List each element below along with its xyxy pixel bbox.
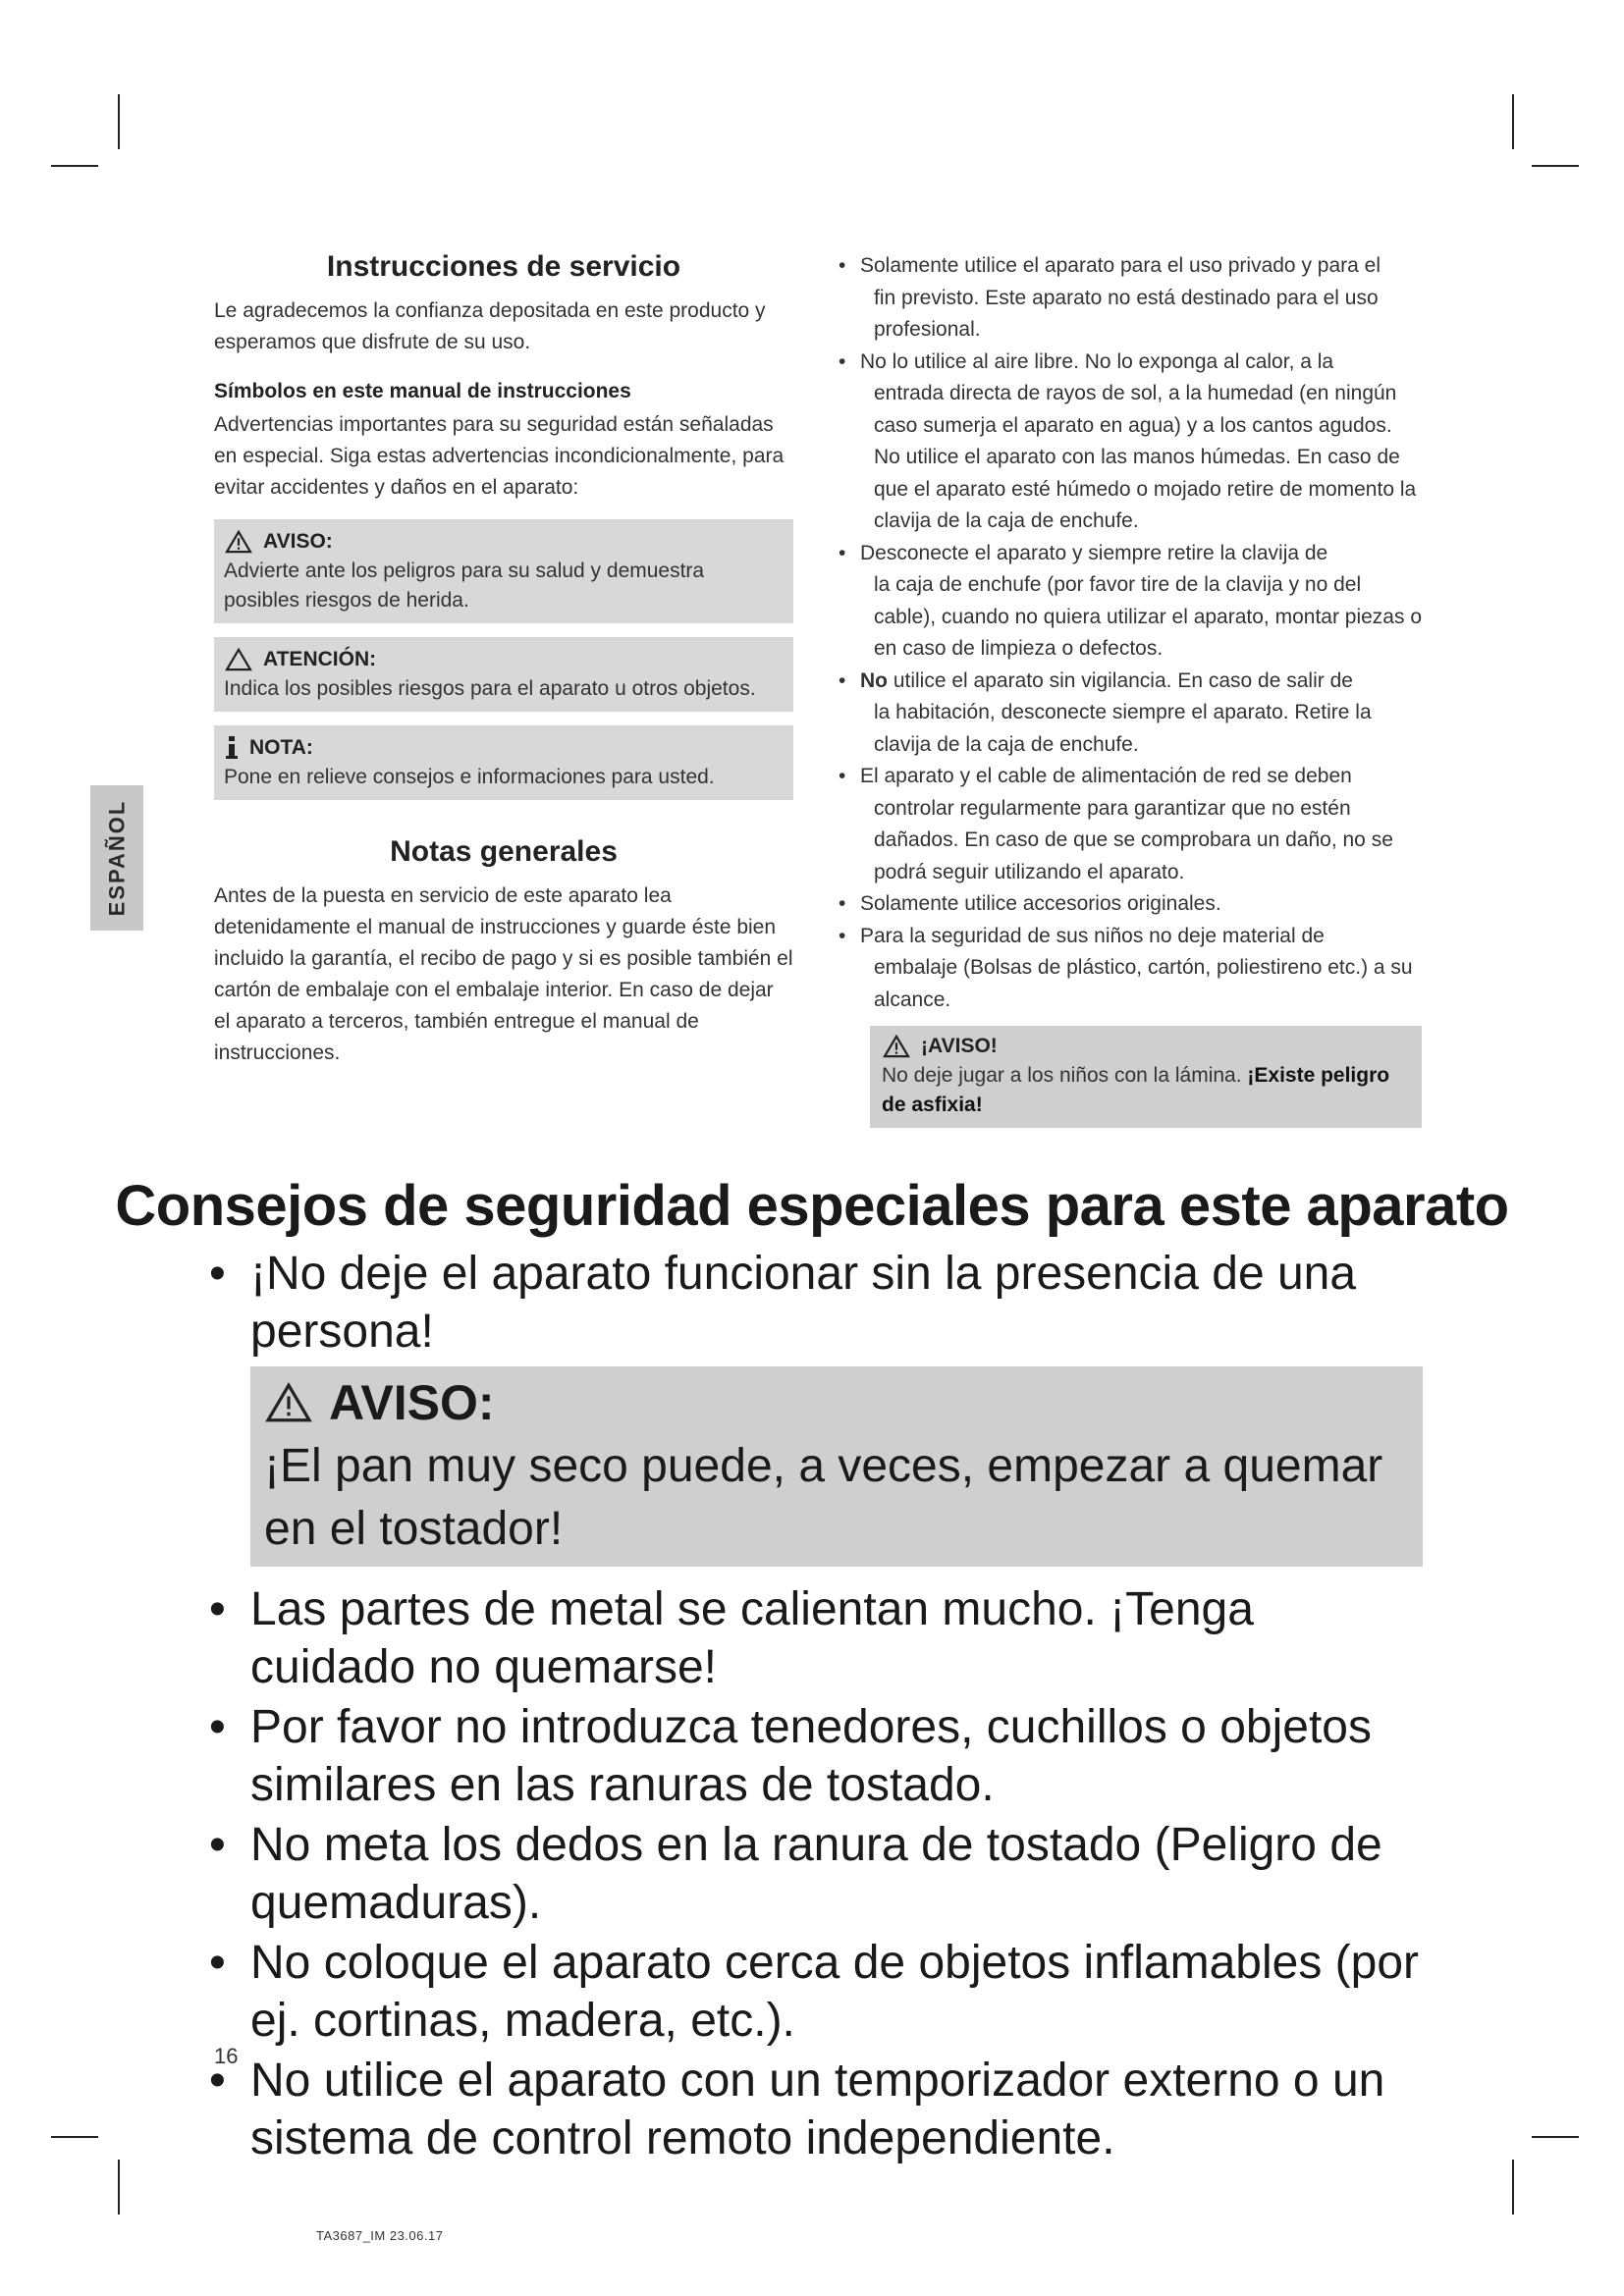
warning-triangle-icon xyxy=(882,1035,911,1058)
symbols-text: Advertencias importantes para su seguridad están señaladas en especial. Siga estas advertencias incondicionalmente, para evitar accidentes y daños en el aparato: xyxy=(214,413,785,499)
warning-triangle-icon xyxy=(224,530,253,554)
crop-mark xyxy=(118,2160,120,2215)
toaster-warning-box xyxy=(250,1366,1423,1567)
section-title-instructions: Instrucciones de servicio xyxy=(326,250,681,283)
symbols-heading: Símbolos en este manual de instrucciones xyxy=(214,380,631,402)
section-title-general: Notas generales xyxy=(390,835,618,868)
child-aviso-label: ¡AVISO! xyxy=(921,1035,998,1057)
list-item: • No utilice el aparato con un temporizador externo o un sistema de control remoto independiente. xyxy=(209,2055,1385,2164)
nota-box xyxy=(214,725,793,800)
crop-mark xyxy=(1532,2136,1579,2138)
child-aviso-text: No deje jugar a los niños con la lámina. xyxy=(882,1064,1248,1087)
crop-mark xyxy=(118,94,120,149)
toaster-aviso-text: ¡El pan muy seco puede, a veces, empezar a quemar en el tostador! xyxy=(264,1440,1383,1555)
nota-label: NOTA: xyxy=(249,736,313,759)
general-notes-text: Antes de la puesta en servicio de este aparato lea detenidamente el manual de instrucciones y guarde éste bien incluido la garantía, el recibo de pago y si es posible también el cartón de embalaje con el embalaje interior. En caso de dejar el aparato a terceros, también entregue el manual de instrucciones. xyxy=(214,884,793,1064)
crop-mark xyxy=(51,165,98,167)
list-item: • No coloque el aparato cerca de objetos inflamables (por ej. cortinas, madera, etc.). xyxy=(209,1937,1420,2047)
crop-mark xyxy=(51,2136,98,2138)
intro-text: Le agradecemos la confianza depositada en este producto y esperamos que disfrute de su uso. xyxy=(214,299,766,353)
list-item: • Por favor no introduzca tenedores, cuchillos o objetos similares en las ranuras de tostado. xyxy=(209,1701,1372,1811)
special-safety-title: Consejos de seguridad especiales para este aparato xyxy=(115,1174,1509,1238)
list-item: • No lo utilice al aire libre. No lo exponga al calor, a la entrada directa de rayos de sol, a la humedad (en ningún caso sumerja el aparato en agua) y a los cantos agudos. No utilice el aparato con las manos húmedas. En caso de que el aparato esté húmedo o mojado retire de momento la clavija de la caja de enchufe. xyxy=(839,349,1417,532)
aviso-box xyxy=(214,519,793,623)
list-item: • No utilice el aparato sin vigilancia. En caso de salir de la habitación, desconecte siempre el aparato. Retire la clavija de la caja de enchufe. xyxy=(839,668,1372,756)
crop-mark xyxy=(1512,2160,1514,2215)
crop-mark xyxy=(1532,165,1579,167)
list-item: • Desconecte el aparato y siempre retire la clavija de la caja de enchufe (por favor tire de la clavija y no del cable), cuando no quiera utilizar el aparato, montar piezas o en caso de limpieza o defectos. xyxy=(839,541,1422,660)
list-item: • Solamente utilice el aparato para el uso privado y para el fin previsto. Este aparato no está destinado para el uso profesional. xyxy=(839,254,1380,341)
list-item: • No meta los dedos en la ranura de tostado (Peligro de quemaduras). xyxy=(209,1819,1382,1929)
child-warning-box xyxy=(870,1026,1422,1128)
list-item: • ¡No deje el aparato funcionar sin la presencia de una persona! xyxy=(209,1248,1357,1358)
language-tab-label: ESPAÑOL xyxy=(104,799,129,917)
page-number: 16 xyxy=(214,2044,239,2068)
special-safety-list xyxy=(201,1245,1429,2169)
left-column xyxy=(214,250,793,1069)
info-icon xyxy=(224,735,240,761)
caution-triangle-icon xyxy=(224,648,253,671)
atencion-label: ATENCIÓN: xyxy=(263,648,377,670)
list-item: • Las partes de metal se calientan mucho. ¡Tenga cuidado no quemarse! xyxy=(209,1583,1254,1693)
language-tab xyxy=(90,785,143,931)
right-column xyxy=(835,250,1424,1128)
crop-mark xyxy=(1512,94,1514,149)
child-aviso-emphasis: ¡Existe peligro de asfixia! xyxy=(882,1064,1390,1116)
safety-list xyxy=(835,250,1424,1016)
warning-triangle-icon xyxy=(264,1382,313,1423)
aviso-label: AVISO: xyxy=(263,530,333,553)
list-item: • Para la seguridad de sus niños no deje material de embalaje (Bolsas de plástico, cartón, poliestireno etc.) a su alcance. xyxy=(839,924,1413,1011)
aviso-text: Advierte ante los peligros para su salud y demuestra posibles riesgos de herida. xyxy=(224,560,705,612)
nota-text: Pone en relieve consejos e informaciones para usted. xyxy=(224,766,715,788)
toaster-aviso-label: AVISO: xyxy=(329,1375,495,1430)
list-item: • El aparato y el cable de alimentación de red se deben controlar regularmente para garantizar que no estén dañados. En caso de que se comprobara un daño, no se podrá seguir utilizando el aparato. xyxy=(839,765,1393,883)
list-item: • Solamente utilice accesorios originales. xyxy=(839,892,1221,915)
atencion-text: Indica los posibles riesgos para el aparato u otros objetos. xyxy=(224,677,756,700)
document-footer: TA3687_IM 23.06.17 xyxy=(316,2228,444,2243)
atencion-box xyxy=(214,637,793,712)
